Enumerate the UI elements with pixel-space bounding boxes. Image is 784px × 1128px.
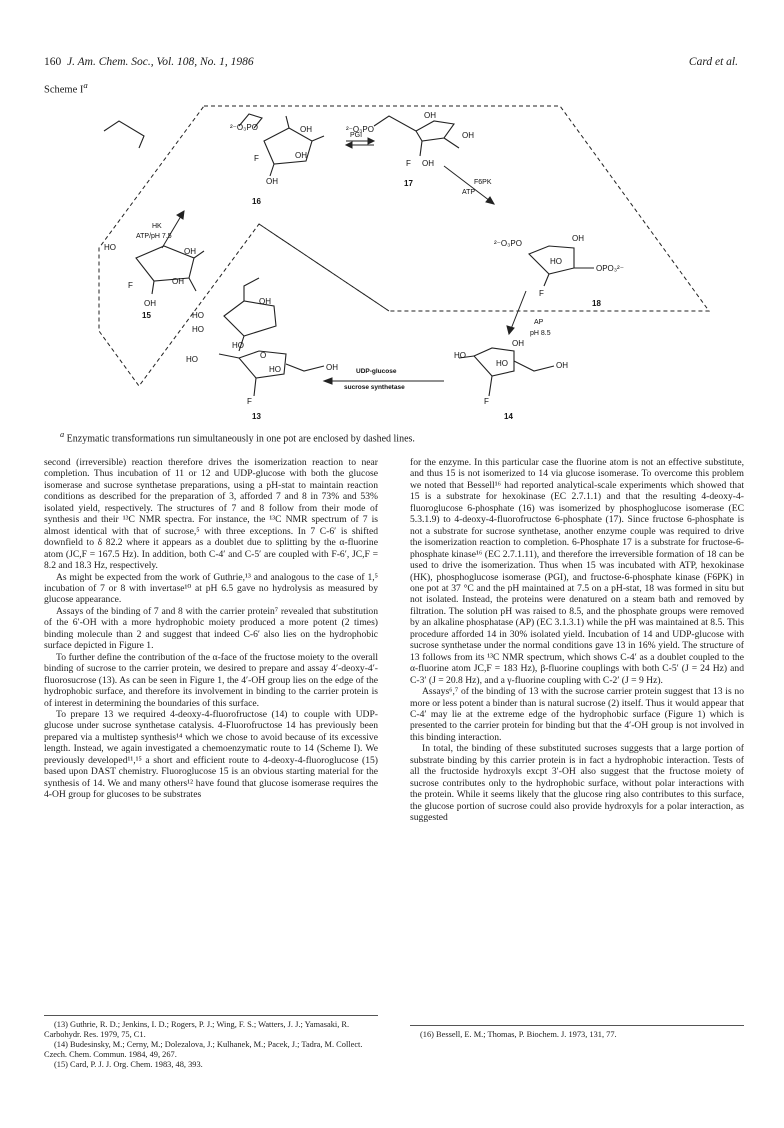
page-number: 160 (44, 56, 62, 68)
compound-13: 13 (252, 412, 261, 421)
oh-15a: OH (184, 247, 196, 256)
enzyme-pgi: PGI (350, 132, 363, 139)
phos-group-16: ²⁻O₃PO (230, 123, 258, 132)
ho-18: HO (550, 257, 562, 266)
enzyme-f6pk: F6PK (474, 179, 492, 186)
f-16: F (254, 154, 259, 163)
right-column (410, 457, 744, 824)
sucrose-synthetase-label: sucrose synthetase (344, 384, 405, 391)
compound-17: 17 (404, 179, 413, 188)
compound-15: 15 (142, 311, 151, 320)
reference: (13) Guthrie, R. D.; Jenkins, I. D.; Rogers, P. J.; Wing, F. S.; Watters, J. J.; Yamasaki, R. Carbohydr. Res. 1979, 75, C1. (44, 1020, 350, 1039)
paragraph: In total, the binding of these substituted sucroses suggests that a large portion of substrate binding by this carrier protein is in fact a hydrophobic interaction. Tests of all the fructoside hydroxyls excpt 3′-OH also suggest that the fructose moiety of sucrose contributes only to the hydrophobic surface, without polar interactions with the protein. While it seems likely that the glucose ring also contributes to this surface, the glucose portion of sucrose could also provide hydroxyls for a polar interaction, as suggested (410, 743, 744, 824)
atp-ph75: ATP/pH 7.5 (136, 233, 172, 240)
left-column (44, 457, 378, 801)
ho-13d: HO (186, 355, 198, 364)
oh-14b: OH (556, 361, 568, 370)
reference: (14) Budesinsky, M.; Cerny, M.; Dolezalova, J.; Kulhanek, M.; Pacek, J.; Tadra, M. Collect. Czech. Chem. Commun. 1984, 49, 267. (44, 1040, 363, 1059)
reaction-scheme (44, 96, 744, 426)
paragraph: for the enzyme. In this particular case the fluorine atom is not an effective substitute, and thus 15 is not isomerized to 14 via glucose isomerase. To overcome this problem we noted that Bessell¹⁶ had reported analytical-scale experiments which showed that 15 is a substrate for hexokinase (EC 2.7.1.1) and that the resulting 4-deoxy-4-fluoroglucose 6-phosphate (16) was isomerized by phosphoglucose isomerase (EC 5.3.1.9) to 4-deoxy-4-fluorofructose 6-phosphate (17). Since fructose 6-phosphate is not a substrate for sucrose synthetase, another enzyme couple was required to drive the isomerization reaction to completion. 6-Phosphate 17 is a substrate for fructose-6-phosphate kinase¹⁶ (EC 2.7.1.11), and therefore the irreversible formation of 18 can be used to drive the isomerization. Thus when 15 was incubated with ATP, hexokinase (HK), phosphoglucose isomerase (PGI), and fructose-6-phosphate kinase (F6PK) in one pot at 37 °C and the pH maintained at 7.5 on a pH-stat, 18 was formed in situ but not isolated. Instead, the proteins were denatured on a steam bath and removed by filtration. The solution pH was raised to 8.5, and the phosphate groups were removed by an alkaline phosphatase (AP) (EC 3.1.3.1) while the pH was maintained at 8.5. This procedure afforded 14 in 30% isolated yield. Incubation of 14 and UDP-glucose with sucrose synthetase under the normal conditions gave 13 in 16% yield. The structure of 13 follows from its ¹³C NMR spectrum, which shows C-4′ as a doublet coupled to the α-fluorine atom JC,F = 183 Hz), β-fluorine couplings with both C-5′ (J = 24 Hz) and C-3′ (J = 20.8 Hz), and a γ-fluorine coupling with C-2′ (J = 9 Hz). (410, 457, 744, 686)
paragraph: As might be expected from the work of Guthrie,¹³ and analogous to the case of 1,⁵ incubation of 7 or 8 with invertase¹⁰ at pH 6.5 gave no hydrolysis as measured by glucose appearance. (44, 571, 378, 606)
scheme-footnote: $^a$ Enzymatic transformations run simultaneously in one pot are enclosed by dashed lines. (60, 430, 415, 445)
f-15: F (128, 281, 133, 290)
ho-15: HO (104, 243, 116, 252)
ho-13e: HO (269, 365, 281, 374)
udp-glucose-label: UDP-glucose (356, 368, 397, 375)
f-17: F (406, 159, 411, 168)
oh-15b: OH (172, 277, 184, 286)
reaction-arrows (162, 138, 526, 384)
reference: (16) Bessell, E. M.; Thomas, P. Biochem. J. 1973, 131, 77. (420, 1030, 617, 1039)
footnote-rule (410, 1025, 744, 1026)
oh-15c: OH (144, 299, 156, 308)
scheme-label: Scheme $I^a$ (44, 80, 88, 96)
oh-17c: OH (422, 159, 434, 168)
oh-18: OH (572, 234, 584, 243)
oh-13b: OH (326, 363, 338, 372)
enzyme-ap: AP (534, 319, 544, 326)
dashed-boxes (99, 106, 709, 386)
compound-14: 14 (504, 412, 513, 421)
f-14: F (484, 397, 489, 406)
opo3-18: OPO₃²⁻ (596, 264, 624, 273)
oh-17a: OH (424, 111, 436, 120)
atp-f6pk: ATP (462, 189, 476, 196)
oh-14a: OH (512, 339, 524, 348)
paragraph: To further define the contribution of the α-face of the fructose moiety to the overall binding of sucrose to the carrier protein, we desired to prepare and assay 4′-deoxy-4′-fluorosucrose (13). As can be seen in Figure 1, the 4′-OH group lies on the edge of the hydrophobic surface, and therefore its involvement in binding to the carrier protein is of interest in determining the boundaries of this surface. (44, 651, 378, 709)
running-authors: Card et al. (688, 56, 738, 68)
paragraph: Assays⁶,⁷ of the binding of 13 with the sucrose carrier protein suggest that 13 is no more or less potent a binder than is natural sucrose (2) itself. Thus it would appear that C-4′ may lie at the extreme edge of the hydrophobic surface (Figure 1) which is presented to the carrier protein for binding but that the 4′-OH group is not involved in this binding interaction. (410, 686, 744, 743)
compound-16: 16 (252, 197, 261, 206)
o-13: O (260, 351, 267, 360)
compound-18: 18 (592, 299, 601, 308)
paragraph: Assays of the binding of 7 and 8 with the carrier protein⁷ revealed that substitution of the 6′-OH with a more hydrophobic moiety produced a more potent (2 times) binding molecule than 2 and suggest that indeed C-6′ also lies on the hydrophobic surface depicted in Figure 1. (44, 605, 378, 652)
ho-14a: HO (454, 351, 466, 360)
enzyme-hk: HK (152, 223, 162, 230)
paragraph: second (irreversible) reaction therefore drives the isomerization reaction to near completion. Thus incubation of 11 or 12 and UDP-glucose with both the glucose isomerase and sucrose synthetase preparations, using a pH-stat to maintain reaction conditions as described for the preparation of 3, afforded 7 and 8 in 73% and 53% isolated yield, respectively. The structures of 7 and 8 follow from their mode of synthesis and their ¹³C NMR spectra. For instance, the ¹³C NMR spectrum of 7 is almost identical with that of sucrose,⁵ with three exceptions. In 7 C-6′ is shifted downfield to δ 82.2 where it appears as a doublet due to splitting by the α-fluorine atom (JC,F = 167.5 Hz). In addition, both C-4′ and C-5′ are coupled with F-6′, JC,F = 8.2 and 18.3 Hz, respectively. (44, 457, 378, 572)
references-right (410, 1030, 744, 1040)
ring-structures (104, 114, 594, 396)
ho-13a: HO (192, 311, 204, 320)
oh-16c: OH (266, 177, 278, 186)
ho-14b: HO (496, 359, 508, 368)
scheme-labels (104, 111, 624, 421)
paragraph: To prepare 13 we required 4-deoxy-4-fluorofructose (14) to couple with UDP-glucose under sucrose synthetase catalysis. 4-Fluorofructose 14 has previously been prepared via a multistep synthesis¹⁴ which we chose to avoid because of its excessive length. Instead, we again investigated a chemoenzymatic route to 14 (Scheme I). We previously developed¹¹,¹⁵ a short and efficient route to 4-deoxy-4-fluoroglucose (15) based upon DAST chemistry. Fluoroglucose 15 is an obvious starting material for the synthesis of 14. We and many others¹² have found that glucose isomerase requires the 4-OH group for glucoses to be substrates (44, 708, 378, 801)
ho-13c: HO (232, 341, 244, 350)
oh-17b: OH (462, 131, 474, 140)
oh-13a: OH (259, 297, 271, 306)
reference: (15) Card, P. J. J. Org. Chem. 1983, 48, 393. (54, 1060, 203, 1069)
ap-ph85: pH 8.5 (530, 330, 551, 337)
f-13: F (247, 397, 252, 406)
footnote-rule (44, 1015, 378, 1016)
journal-citation: J. Am. Chem. Soc., Vol. 108, No. 1, 1986 (67, 56, 254, 68)
references-left (44, 1020, 378, 1070)
oh-16a: OH (300, 125, 312, 134)
phos-group-17: ²⁻O₃PO (346, 125, 374, 134)
f-18: F (539, 289, 544, 298)
ho-13b: HO (192, 325, 204, 334)
phos-group-18: ²⁻O₃PO (494, 239, 522, 248)
page-header (44, 56, 254, 68)
oh-16b: OH (295, 151, 307, 160)
